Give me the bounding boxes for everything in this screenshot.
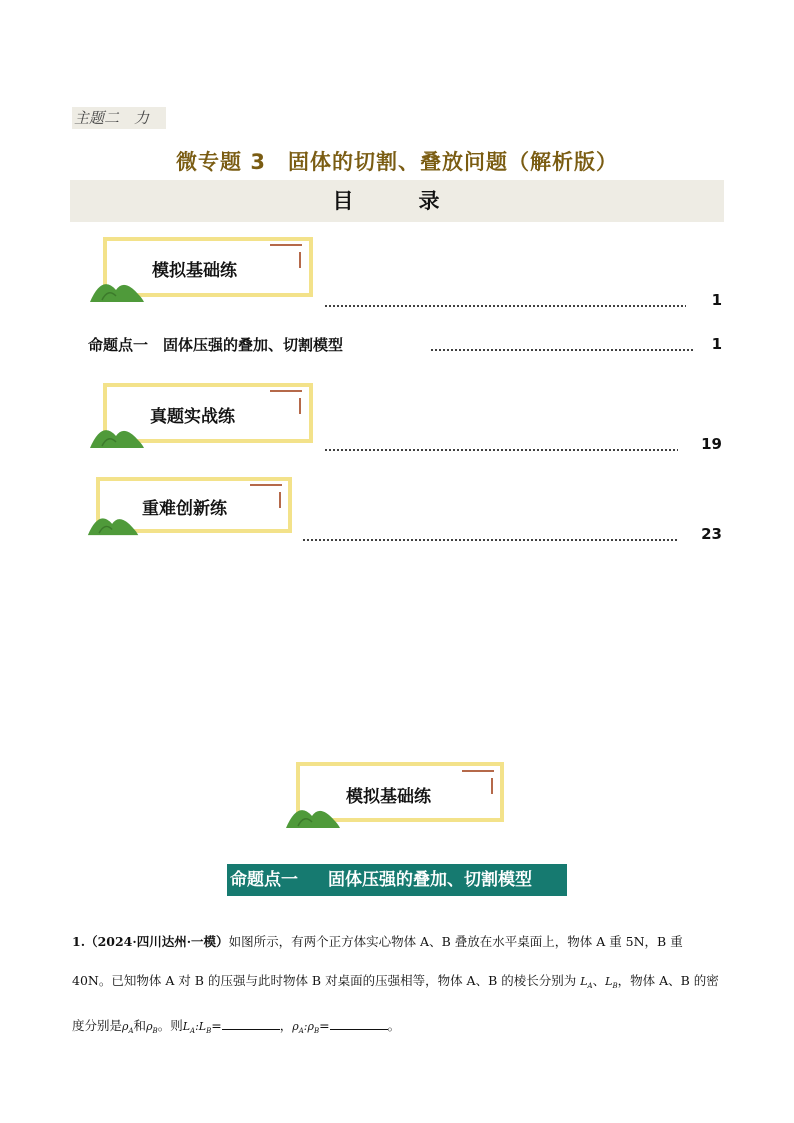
- toc-page-number: 1: [711, 291, 722, 309]
- mountain-icon: [88, 418, 148, 450]
- badge-label: 模拟基础练: [346, 787, 431, 807]
- toc-badge-mock-basic[interactable]: [88, 232, 318, 304]
- equals-sign: =: [319, 1018, 330, 1034]
- badge-label: 真题实战练: [150, 407, 235, 427]
- badge-accent-icon: [268, 240, 308, 270]
- toc-badge-challenge[interactable]: [86, 472, 296, 538]
- question-source: （2024·四川达州·一模）: [85, 934, 229, 949]
- toc-heading: 目 录: [70, 180, 724, 222]
- toc-dot-leader: [430, 349, 694, 351]
- equals-sign: =: [211, 1018, 222, 1034]
- answer-blank-2[interactable]: [330, 1017, 388, 1030]
- symbol-LA: $L_A$: [580, 975, 593, 991]
- toc-entry-topic-1[interactable]: 命题点一 固体压强的叠加、切割模型: [88, 336, 344, 354]
- separator: 、: [592, 973, 606, 988]
- topic-heading-bar: [227, 864, 567, 896]
- symbol-rhoB: $\rho_B$: [146, 1020, 158, 1036]
- ratio-length: $L_A:L_B$: [182, 1020, 212, 1036]
- toc-page-number: 23: [701, 525, 722, 543]
- question-text: 。则: [157, 1018, 183, 1034]
- section-badge-mock-basic: [284, 758, 508, 830]
- toc-dot-leader: [302, 539, 678, 541]
- badge-accent-icon: [268, 386, 308, 416]
- theme-tag: 主题二 力: [72, 107, 166, 129]
- answer-blank-1[interactable]: [222, 1017, 280, 1030]
- period: 。: [387, 1018, 401, 1034]
- question-text: 如图所示，有两个正方体实心物体 A、B 叠放在水平桌面上，物体 A 重 5N，B 重 40N。已知物体 A 对 B 的压强与此时物体 B 对桌面的压强相等，物体 A、B 的棱长分别为: [72, 934, 683, 988]
- symbol-rhoA: $\rho_A$: [122, 1020, 134, 1036]
- document-title: 微专题 3 固体的切割、叠放问题（解析版）: [176, 150, 618, 174]
- question-1: [72, 922, 722, 1051]
- ratio-density: $\rho_A:\rho_B$: [292, 1020, 320, 1036]
- toc-badge-real-exam[interactable]: [88, 378, 318, 450]
- mountain-icon: [284, 798, 344, 830]
- topic-number: 命题点一: [230, 870, 298, 890]
- badge-accent-icon: [460, 766, 500, 796]
- mountain-icon: [88, 272, 148, 304]
- toc-page-number: 1: [711, 335, 722, 353]
- topic-title: 固体压强的叠加、切割模型: [328, 870, 532, 890]
- toc-page-number: 19: [701, 435, 722, 453]
- conjunction: 和: [133, 1018, 147, 1034]
- badge-label: 重难创新练: [142, 499, 227, 519]
- comma: ，: [279, 1018, 293, 1034]
- mountain-icon: [86, 506, 142, 538]
- toc-dot-leader: [324, 305, 686, 307]
- question-number: 1.: [72, 934, 86, 949]
- question-text: ，物体 A、B 的密度分别是: [72, 973, 719, 1034]
- badge-accent-icon: [248, 480, 288, 510]
- symbol-LB: $L_B$: [605, 975, 618, 991]
- badge-label: 模拟基础练: [152, 261, 237, 281]
- toc-dot-leader: [324, 449, 678, 451]
